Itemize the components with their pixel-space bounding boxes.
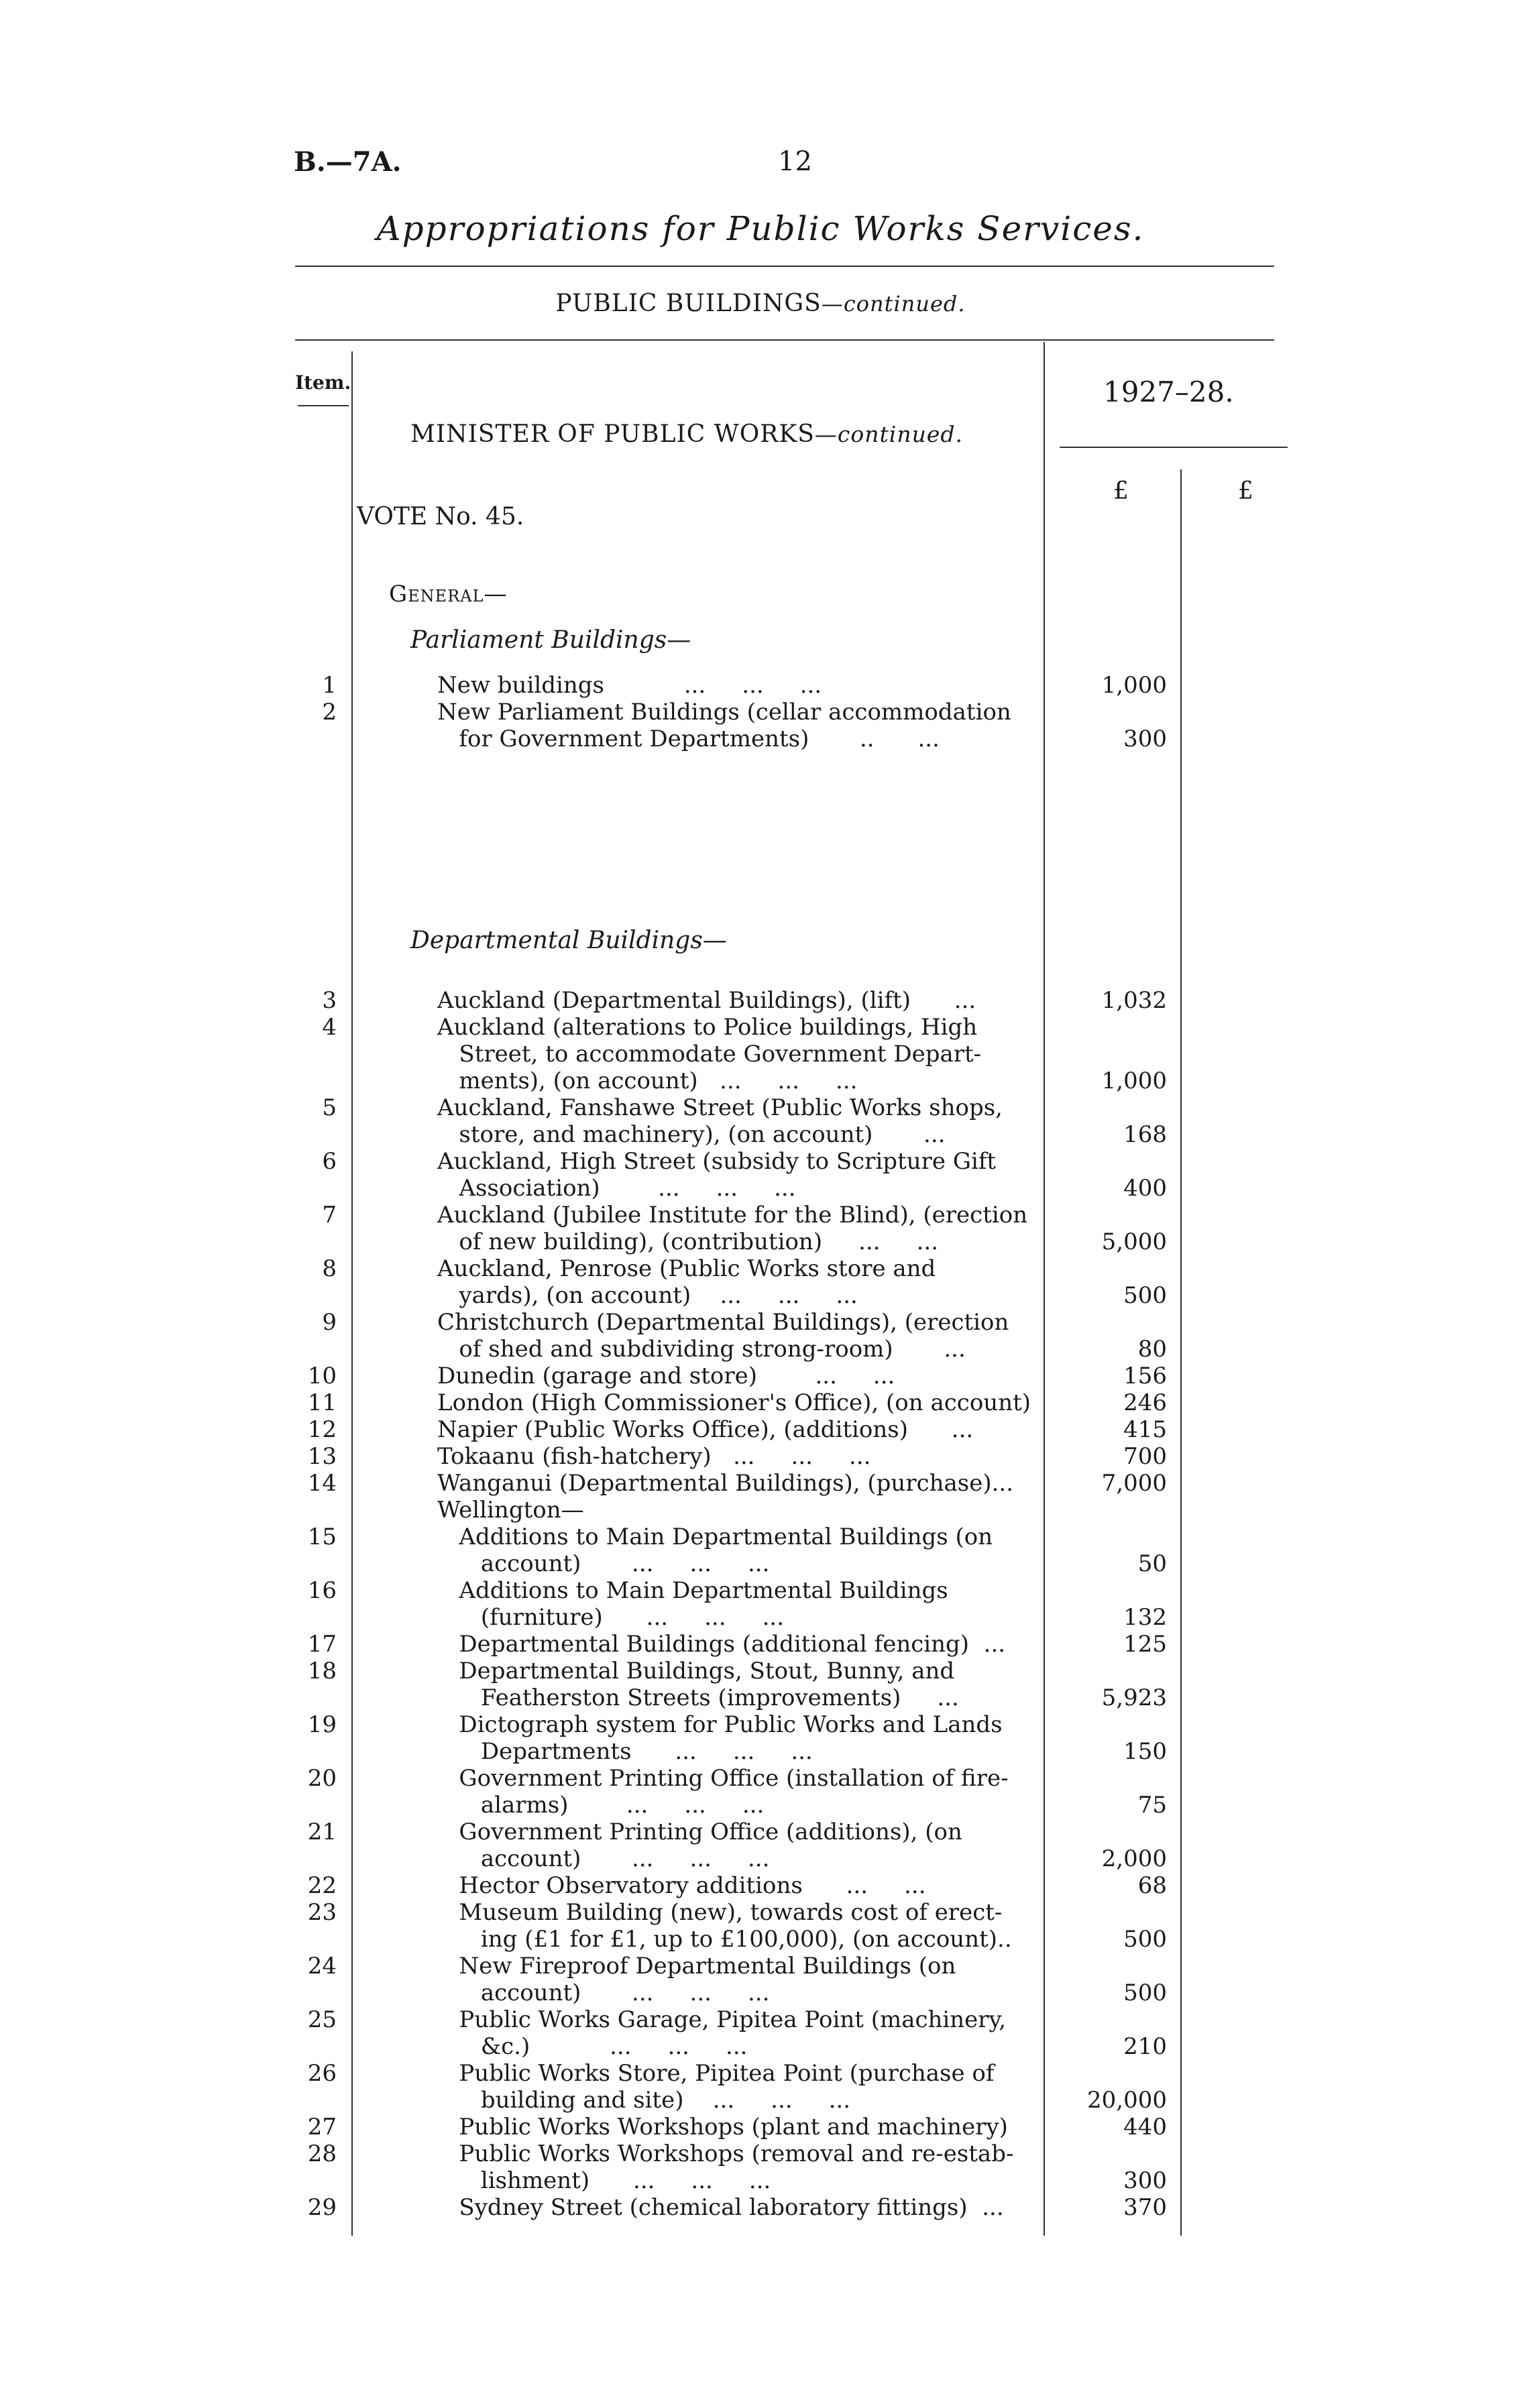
item-description-line: New buildings ... ... ... <box>437 672 822 699</box>
item-amount: 415 <box>1123 1416 1167 1443</box>
table-row <box>0 1094 1521 1148</box>
table-row <box>0 1416 1521 1443</box>
item-number: 21 <box>307 1819 337 1845</box>
table-row <box>0 1819 1521 1872</box>
table-row <box>0 1202 1521 1255</box>
item-description-line: Departments ... ... ... <box>437 1738 813 1765</box>
table-row <box>0 1711 1521 1765</box>
item-number: 23 <box>307 1899 337 1926</box>
item-amount: 132 <box>1123 1604 1167 1631</box>
item-description-line: New Fireproof Departmental Buildings (on <box>437 1953 956 1980</box>
item-number: 19 <box>307 1711 337 1738</box>
item-amount: 700 <box>1123 1443 1167 1470</box>
item-amount: 246 <box>1123 1389 1167 1416</box>
title-rule <box>295 266 1274 267</box>
table-row <box>0 2060 1521 2114</box>
subtitle-continued: —continued. <box>821 291 966 317</box>
item-amount: 68 <box>1137 1872 1167 1899</box>
item-description-line: building and site) ... ... ... <box>437 2087 851 2114</box>
item-amount: 5,923 <box>1101 1684 1167 1711</box>
ministry-name: MINISTER OF PUBLIC WORKS <box>410 420 815 448</box>
item-description-line: yards), (on account) ... ... ... <box>437 1282 858 1309</box>
item-description-line: for Government Departments) .. ... <box>437 726 940 752</box>
item-amount: 500 <box>1123 1980 1167 2006</box>
item-amount: 50 <box>1137 1550 1167 1577</box>
item-amount: 1,000 <box>1101 1068 1167 1094</box>
item-description-line: Public Works Garage, Pipitea Point (machinery, <box>437 2006 1007 2033</box>
item-number: 7 <box>322 1202 337 1228</box>
item-description-line: Museum Building (new), towards cost of erect- <box>437 1899 1003 1926</box>
item-number: 15 <box>307 1524 337 1550</box>
item-amount: 1,000 <box>1101 672 1167 699</box>
item-amount: 150 <box>1123 1738 1167 1765</box>
item-description-line: &c.) ... ... ... <box>437 2033 748 2060</box>
item-number: 25 <box>307 2006 337 2033</box>
item-amount: 2,000 <box>1101 1845 1167 1872</box>
item-description-line: Tokaanu (fish-hatchery) ... ... ... <box>437 1443 871 1470</box>
table-row <box>0 1524 1521 1577</box>
table-top-rule <box>295 339 1274 341</box>
item-amount: 210 <box>1123 2033 1167 2060</box>
ministry-continued: —continued. <box>814 421 963 447</box>
ministry-heading <box>410 420 963 448</box>
item-description-line: store, and machinery), (on account) ... <box>437 1121 946 1148</box>
item-description-line: Public Works Store, Pipitea Point (purchase of <box>437 2060 995 2087</box>
item-description-line: Dunedin (garage and store) ... ... <box>437 1363 895 1389</box>
item-amount: 80 <box>1137 1336 1167 1363</box>
item-description-line: Wellington— <box>437 1497 584 1524</box>
page-title: Appropriations for Public Works Services. <box>376 209 1145 248</box>
item-description-line: Government Printing Office (installation of fire- <box>437 1765 1009 1792</box>
pound-symbol-1: £ <box>1113 477 1129 505</box>
item-number: 6 <box>322 1148 337 1175</box>
item-description-line: Christchurch (Departmental Buildings), (erection <box>437 1309 1009 1336</box>
item-description-line: account) ... ... ... <box>437 1550 770 1577</box>
item-number: 13 <box>307 1443 337 1470</box>
item-amount: 500 <box>1123 1282 1167 1309</box>
item-amount: 75 <box>1137 1792 1167 1819</box>
item-amount: 7,000 <box>1101 1470 1167 1497</box>
item-number: 29 <box>307 2194 337 2221</box>
table-row <box>0 1577 1521 1631</box>
item-description-line: lishment) ... ... ... <box>437 2167 771 2194</box>
item-description-line: Sydney Street (chemical laboratory fittings) ... <box>437 2194 1004 2221</box>
section-departmental-buildings: Departmental Buildings— <box>410 927 727 954</box>
subtitle-main: PUBLIC BUILDINGS <box>555 290 822 317</box>
item-description-line: Wanganui (Departmental Buildings), (purchase)... <box>437 1470 1014 1497</box>
item-description-line: Public Works Workshops (plant and machinery) <box>437 2114 1008 2140</box>
item-number: 28 <box>307 2140 337 2167</box>
table-row <box>0 1363 1521 1389</box>
item-description-line: of shed and subdividing strong-room) ... <box>437 1336 966 1363</box>
item-description-line: Auckland, High Street (subsidy to Scripture Gift <box>437 1148 997 1175</box>
table-row <box>0 699 1521 752</box>
table-row <box>0 1443 1521 1470</box>
table-row <box>0 1765 1521 1819</box>
item-number: 8 <box>322 1255 337 1282</box>
item-number: 22 <box>307 1872 337 1899</box>
item-description-line: Napier (Public Works Office), (additions) ... <box>437 1416 974 1443</box>
item-description-line: London (High Commissioner's Office), (on account) <box>437 1389 1031 1416</box>
item-header-rule <box>298 405 349 406</box>
item-amount: 168 <box>1123 1121 1167 1148</box>
table-row <box>0 2006 1521 2060</box>
item-column-header: Item. <box>295 371 351 394</box>
item-description-line: Auckland, Fanshawe Street (Public Works shops, <box>437 1094 1003 1121</box>
table-row <box>0 1872 1521 1899</box>
item-number: 3 <box>322 987 337 1014</box>
item-description-line: Additions to Main Departmental Buildings <box>437 1577 948 1604</box>
item-amount: 156 <box>1123 1363 1167 1389</box>
item-description-line: Government Printing Office (additions), (on <box>437 1819 962 1845</box>
item-description-line: Departmental Buildings (additional fencing) ... <box>437 1631 1006 1658</box>
section-parliament-buildings: Parliament Buildings— <box>410 626 691 654</box>
item-number: 10 <box>307 1363 337 1389</box>
table-row <box>0 987 1521 1014</box>
item-description-line: Featherston Streets (improvements) ... <box>437 1684 959 1711</box>
item-description-line: account) ... ... ... <box>437 1845 770 1872</box>
item-description-line: Auckland (alterations to Police buildings, High <box>437 1014 978 1041</box>
item-description-line: Street, to accommodate Government Depart- <box>437 1041 982 1068</box>
item-amount: 400 <box>1123 1175 1167 1202</box>
item-number: 1 <box>322 672 337 699</box>
item-description-line: Dictograph system for Public Works and Lands <box>437 1711 1003 1738</box>
table-row <box>0 2114 1521 2140</box>
table-row <box>0 1497 1521 1524</box>
item-amount: 370 <box>1123 2194 1167 2221</box>
table-row <box>0 1631 1521 1658</box>
table-row <box>0 1470 1521 1497</box>
item-description-line: Public Works Workshops (removal and re-estab- <box>437 2140 1014 2167</box>
item-amount: 300 <box>1123 2167 1167 2194</box>
item-amount: 20,000 <box>1087 2087 1167 2114</box>
table-row <box>0 1309 1521 1363</box>
item-number: 26 <box>307 2060 337 2087</box>
pound-symbol-2: £ <box>1238 477 1253 505</box>
item-description-line: Hector Observatory additions ... ... <box>437 1872 926 1899</box>
general-heading: General— <box>389 581 508 608</box>
year-column-header: 1927–28. <box>1103 376 1234 408</box>
item-number: 12 <box>307 1416 337 1443</box>
item-amount: 1,032 <box>1101 987 1167 1014</box>
item-description-line: ing (£1 for £1, up to £100,000), (on account).. <box>437 1926 1012 1953</box>
table-row <box>0 1389 1521 1416</box>
item-amount: 440 <box>1123 2114 1167 2140</box>
vote-heading: VOTE No. 45. <box>357 503 524 530</box>
item-number: 27 <box>307 2114 337 2140</box>
item-description-line: Auckland (Departmental Buildings), (lift) ... <box>437 987 976 1014</box>
page-number: 12 <box>778 146 812 177</box>
item-amount: 125 <box>1123 1631 1167 1658</box>
item-number: 20 <box>307 1765 337 1792</box>
item-description-line: New Parliament Buildings (cellar accommodation <box>437 699 1011 726</box>
table-row <box>0 1658 1521 1711</box>
item-description-line: account) ... ... ... <box>437 1980 770 2006</box>
table-row <box>0 1953 1521 2006</box>
table-row <box>0 1255 1521 1309</box>
table-row <box>0 2194 1521 2221</box>
item-number: 17 <box>307 1631 337 1658</box>
item-description-line: (furniture) ... ... ... <box>437 1604 785 1631</box>
item-number: 24 <box>307 1953 337 1980</box>
item-number: 4 <box>322 1014 337 1041</box>
item-number: 2 <box>322 699 337 726</box>
table-row <box>0 672 1521 699</box>
item-description-line: alarms) ... ... ... <box>437 1792 765 1819</box>
table-row <box>0 2140 1521 2194</box>
item-number: 14 <box>307 1470 337 1497</box>
item-description-line: Auckland (Jubilee Institute for the Blind), (erection <box>437 1202 1028 1228</box>
item-number: 18 <box>307 1658 337 1684</box>
item-number: 9 <box>322 1309 337 1336</box>
document-code: B.—7A. <box>294 146 402 178</box>
table-row <box>0 1014 1521 1094</box>
item-description-line: ments), (on account) ... ... ... <box>437 1068 858 1094</box>
item-amount: 5,000 <box>1101 1228 1167 1255</box>
item-number: 5 <box>322 1094 337 1121</box>
year-header-rule <box>1060 447 1288 448</box>
item-amount: 300 <box>1123 726 1167 752</box>
item-number: 16 <box>307 1577 337 1604</box>
item-number: 11 <box>307 1389 337 1416</box>
item-amount: 500 <box>1123 1926 1167 1953</box>
item-description-line: Auckland, Penrose (Public Works store and <box>437 1255 936 1282</box>
table-row <box>0 1148 1521 1202</box>
table-row <box>0 1899 1521 1953</box>
item-description-line: Departmental Buildings, Stout, Bunny, and <box>437 1658 955 1684</box>
item-description-line: Association) ... ... ... <box>437 1175 796 1202</box>
section-subtitle <box>0 290 1521 317</box>
item-description-line: Additions to Main Departmental Buildings (on <box>437 1524 993 1550</box>
item-description-line: of new building), (contribution) ... ... <box>437 1228 939 1255</box>
